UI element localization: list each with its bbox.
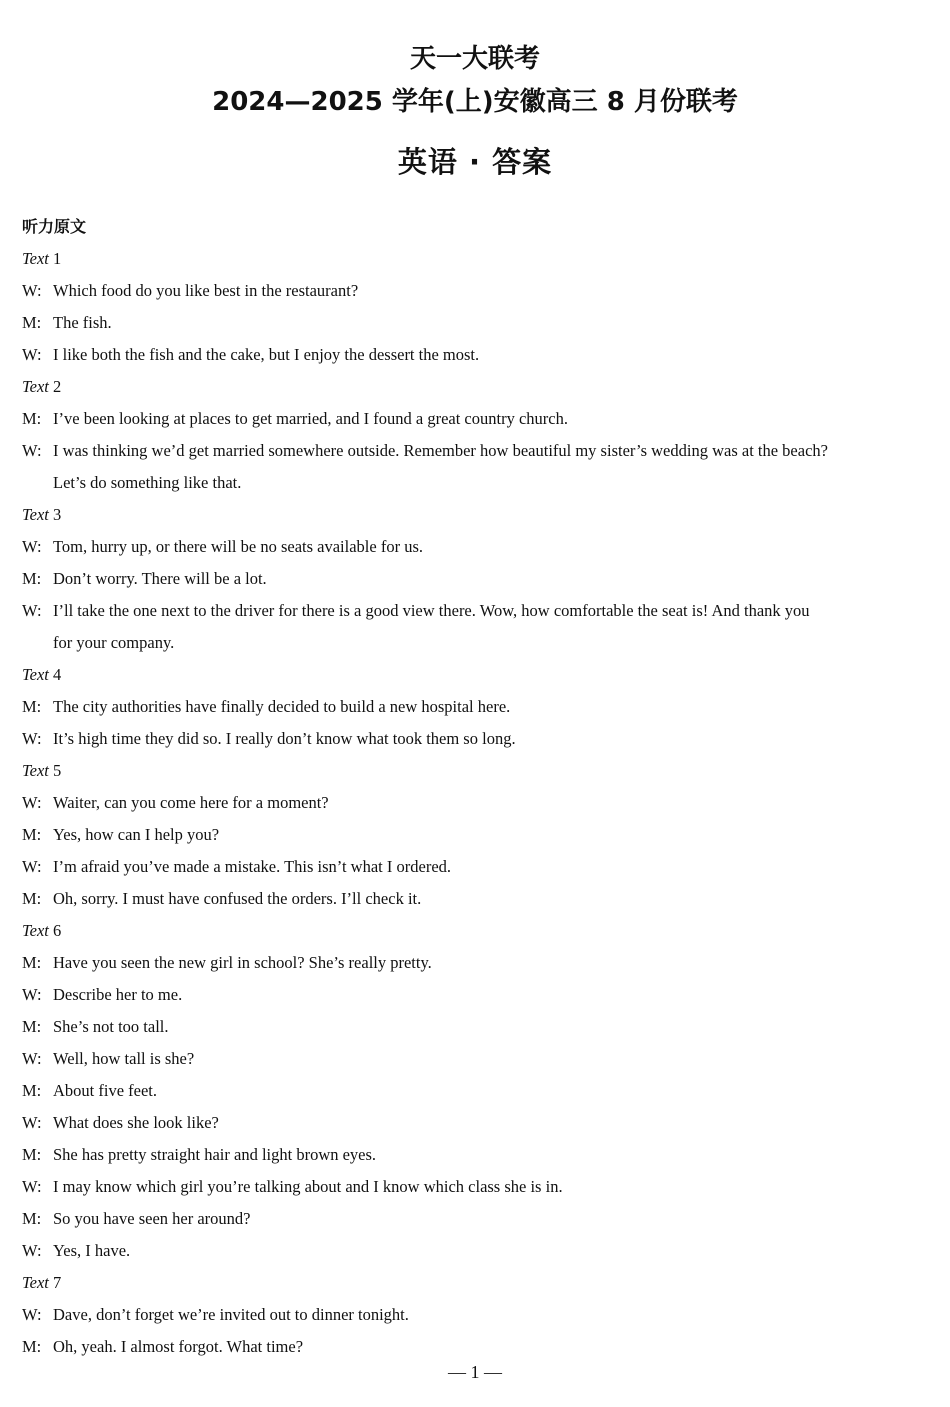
- speaker-label: M:: [22, 1081, 42, 1100]
- dialog-line: [22, 1107, 934, 1139]
- speaker-label: W:: [22, 1305, 42, 1324]
- speaker-label: W:: [22, 729, 42, 748]
- speaker-label: M:: [22, 409, 42, 428]
- dialog-text: She has pretty straight hair and light brown eyes.: [53, 1145, 377, 1164]
- dialog-line: [22, 1171, 934, 1203]
- dialog-line: [22, 819, 934, 851]
- dialog-line: [22, 1075, 934, 1107]
- speaker-label: W:: [22, 345, 42, 364]
- speaker-label: M:: [22, 313, 42, 332]
- dialog-line: [22, 563, 934, 595]
- dialog-text: Yes, I have.: [53, 1241, 131, 1260]
- text-label-number: 1: [53, 249, 62, 268]
- dialog-line: [22, 1235, 934, 1267]
- dialog-text: Yes, how can I help you?: [53, 825, 220, 844]
- speaker-label: W:: [22, 793, 42, 812]
- dialog-text: Don’t worry. There will be a lot.: [53, 569, 267, 588]
- text-label-word: Text: [22, 249, 49, 268]
- speaker-label: W:: [22, 441, 42, 460]
- dialog-line: [22, 883, 934, 915]
- dialog-text: She’s not too tall.: [53, 1017, 169, 1036]
- dialog-line: [22, 1203, 934, 1235]
- text-label: [22, 499, 934, 531]
- speaker-label: W:: [22, 1177, 42, 1196]
- speaker-label: W:: [22, 1049, 42, 1068]
- dialog-text: So you have seen her around?: [53, 1209, 251, 1228]
- subject-title: 英语 · 答案: [397, 145, 553, 179]
- speaker-label: M:: [22, 1017, 42, 1036]
- speaker-label: W:: [22, 281, 42, 300]
- speaker-label: M:: [22, 889, 42, 908]
- dialog-line: [22, 1139, 934, 1171]
- dialog-text: Oh, yeah. I almost forgot. What time?: [53, 1337, 304, 1356]
- dialog-line: [22, 1043, 934, 1075]
- exam-name-title: 2024—2025 学年(上)安徽高三 8 月份联考: [212, 87, 738, 117]
- dialog-line: [22, 691, 934, 723]
- text-label: [22, 371, 934, 403]
- dialog-line: [22, 307, 934, 339]
- speaker-label: M:: [22, 825, 42, 844]
- text-label-number: 5: [53, 761, 62, 780]
- dialog-line: [22, 1011, 934, 1043]
- dialog-text: Oh, sorry. I must have confused the orders. I’ll check it.: [53, 889, 422, 908]
- dialog-text: Waiter, can you come here for a moment?: [53, 793, 329, 812]
- dialog-text: Well, how tall is she?: [53, 1049, 195, 1068]
- text-label-word: Text: [22, 921, 49, 940]
- text-label-word: Text: [22, 377, 49, 396]
- dialog-text: I may know which girl you’re talking about and I know which class she is in.: [53, 1177, 563, 1196]
- dialog-text: It’s high time they did so. I really don’t know what took them so long.: [53, 729, 516, 748]
- text-label-word: Text: [22, 665, 49, 684]
- dialog-line: [22, 787, 934, 819]
- dialog-line: [22, 531, 934, 563]
- text-label: [22, 755, 934, 787]
- dialog-text: Have you seen the new girl in school? She’s really pretty.: [53, 953, 432, 972]
- dialog-text: What does she look like?: [53, 1113, 219, 1132]
- text-label-word: Text: [22, 761, 49, 780]
- speaker-label: M:: [22, 1145, 42, 1164]
- page-number: — 1 —: [448, 1362, 502, 1382]
- dialog-text: Tom, hurry up, or there will be no seats available for us.: [53, 537, 423, 556]
- speaker-label: W:: [22, 537, 42, 556]
- dialog-line: [22, 275, 934, 307]
- speaker-label: M:: [22, 953, 42, 972]
- speaker-label: M:: [22, 1337, 42, 1356]
- text-label-number: 6: [53, 921, 62, 940]
- dialog-text: The fish.: [53, 313, 112, 332]
- dialog-line: [22, 947, 934, 979]
- speaker-label: M:: [22, 569, 42, 588]
- dialog-continuation: [22, 627, 934, 659]
- dialog-text: I was thinking we’d get married somewhere outside. Remember how beautiful my sister’s wedding was at the beach?: [53, 441, 828, 460]
- text-label-number: 7: [53, 1273, 62, 1292]
- speaker-label: W:: [22, 1241, 42, 1260]
- text-label-word: Text: [22, 1273, 49, 1292]
- dialog-text: I’ve been looking at places to get married, and I found a great country church.: [53, 409, 568, 428]
- dialog-line: [22, 979, 934, 1011]
- dialog-text: The city authorities have finally decided to build a new hospital here.: [53, 697, 511, 716]
- speaker-label: W:: [22, 857, 42, 876]
- dialog-line: [22, 595, 934, 627]
- speaker-label: M:: [22, 1209, 42, 1228]
- text-label: [22, 659, 934, 691]
- text-label-word: Text: [22, 505, 49, 524]
- text-label: [22, 915, 934, 947]
- speaker-label: W:: [22, 601, 42, 620]
- dialog-text: for your company.: [53, 633, 175, 652]
- dialog-text: Dave, don’t forget we’re invited out to dinner tonight.: [53, 1305, 409, 1324]
- dialog-line: [22, 1331, 934, 1363]
- dialog-line: [22, 851, 934, 883]
- exam-org-title: 天一大联考: [409, 44, 540, 74]
- dialog-text: I’m afraid you’ve made a mistake. This isn’t what I ordered.: [53, 857, 452, 876]
- dialog-line: [22, 339, 934, 371]
- dialog-line: [22, 403, 934, 435]
- dialog-line: [22, 435, 934, 467]
- dialog-text: I’ll take the one next to the driver for there is a good view there. Wow, how comfortable the seat is! And thank you: [53, 601, 810, 620]
- text-label-number: 3: [53, 505, 62, 524]
- dialog-text: Let’s do something like that.: [53, 473, 242, 492]
- dialog-line: [22, 1299, 934, 1331]
- text-label: [22, 1267, 934, 1299]
- speaker-label: M:: [22, 697, 42, 716]
- section-heading: 听力原文: [22, 217, 87, 236]
- dialog-text: Describe her to me.: [53, 985, 183, 1004]
- listening-transcript: [22, 243, 934, 1363]
- dialog-line: [22, 723, 934, 755]
- dialog-text: About five feet.: [53, 1081, 158, 1100]
- text-label-number: 2: [53, 377, 62, 396]
- dialog-text: Which food do you like best in the restaurant?: [53, 281, 359, 300]
- speaker-label: W:: [22, 1113, 42, 1132]
- dialog-continuation: [22, 467, 934, 499]
- speaker-label: W:: [22, 985, 42, 1004]
- dialog-text: I like both the fish and the cake, but I enjoy the dessert the most.: [53, 345, 480, 364]
- text-label-number: 4: [53, 665, 62, 684]
- text-label: [22, 243, 934, 275]
